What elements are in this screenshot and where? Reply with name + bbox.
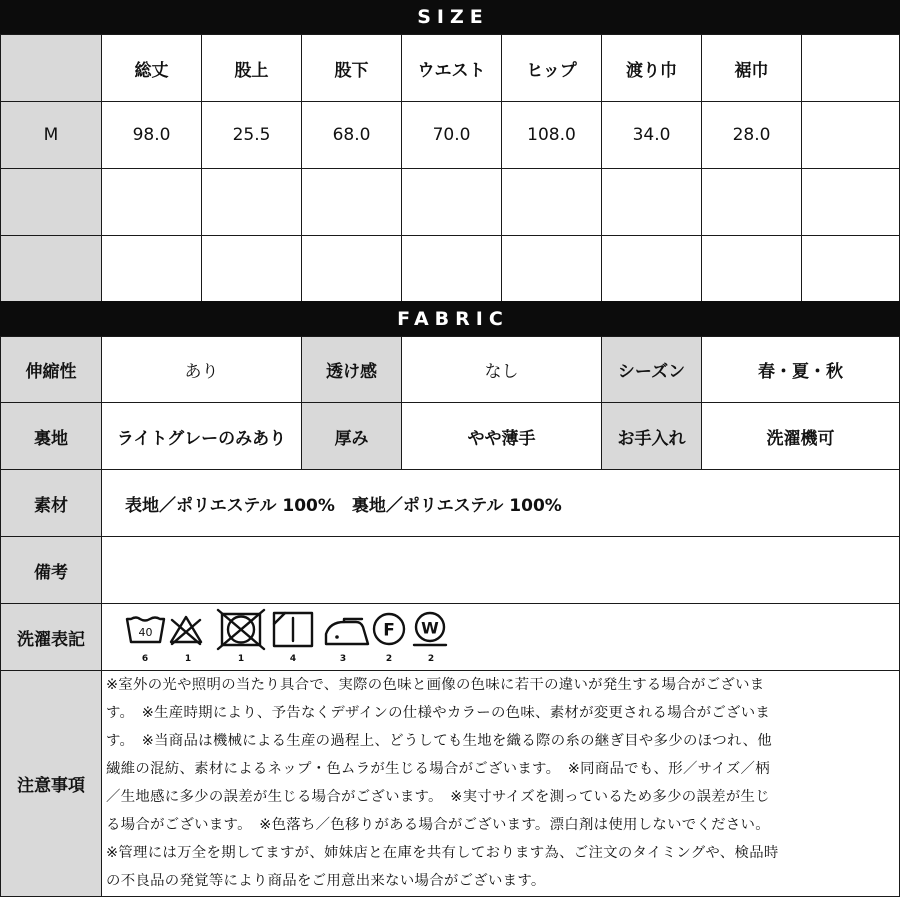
size-header-hem: 裾巾 (701, 34, 802, 102)
size-value-cell (101, 168, 202, 236)
sheer-value: なし (401, 336, 602, 403)
season-value: 春・夏・秋 (701, 336, 900, 403)
notes-line: す。 ※当商品は機械による生産の過程上、どうしても生地を織る際の糸の継ぎ目や多少のほつれ、他 (106, 733, 772, 749)
size-value-cell: 108.0 (501, 101, 602, 169)
size-value-cell (201, 235, 302, 302)
size-header-hip: ヒップ (501, 34, 602, 102)
notes-line: ※管理には万全を期してますが、姉妹店と在庫を共有しております為、ご注文のタイミングや、検品時 (106, 845, 779, 861)
notes-line: ／生地感に多少の誤差が生じる場合がございます。 ※実寸サイズを測っているため多少の誤差が生じ (106, 789, 770, 805)
material-value: 表地／ポリエステル 100% 裏地／ポリエステル 100% (101, 469, 900, 537)
size-header-length: 総丈 (101, 34, 202, 102)
notes-line: ※室外の光や照明の当たり具合で、実際の色味と画像の色味に若干の違いが発生する場合がございま (106, 677, 765, 693)
sheer-label: 透け感 (301, 336, 402, 403)
notes-line: る場合がございます。 ※色落ち／色移りがある場合がございます。漂白剤は使用しないでください。 (106, 817, 770, 833)
size-value-cell: 70.0 (401, 101, 502, 169)
size-value-cell (601, 235, 702, 302)
size-value-cell (701, 235, 802, 302)
wet-clean-letter: W (421, 618, 439, 638)
size-value-cell (801, 168, 900, 236)
care-code: 1 (237, 654, 245, 664)
size-value-cell (301, 235, 402, 302)
care-code: 6 (141, 654, 149, 664)
iron-low-icon (326, 619, 368, 644)
care-code: 2 (427, 654, 435, 664)
size-value-cell (201, 168, 302, 236)
remarks-label: 備考 (0, 536, 102, 604)
no-bleach-icon (171, 617, 201, 644)
size-value-cell (101, 235, 202, 302)
drip-dry-shade-icon (274, 613, 312, 646)
care-code: 4 (289, 654, 297, 664)
size-header-rise: 股上 (201, 34, 302, 102)
lining-label: 裏地 (0, 402, 102, 470)
fabric-section-header: FABRIC (0, 301, 900, 336)
size-header-inseam: 股下 (301, 34, 402, 102)
size-value-cell (501, 168, 602, 236)
size-row-label (0, 235, 102, 302)
laundry-label: 洗濯表記 (0, 603, 102, 671)
lining-value: ライトグレーのみあり (101, 402, 302, 470)
size-header-extra (801, 34, 900, 102)
size-header-waist: ウエスト (401, 34, 502, 102)
size-value-cell: 34.0 (601, 101, 702, 169)
stretch-label: 伸縮性 (0, 336, 102, 403)
care-code: 2 (385, 654, 393, 664)
care-value: 洗濯機可 (701, 402, 900, 470)
size-value-cell (401, 235, 502, 302)
care-code: 1 (184, 654, 192, 664)
size-value-cell: 68.0 (301, 101, 402, 169)
notes-line: の不良品の発覚等により商品をご用意出来ない場合がございます。 (106, 873, 546, 889)
size-value-cell (801, 235, 900, 302)
size-header-thigh: 渡り巾 (601, 34, 702, 102)
notes-line: す。 ※生産時期により、予告なくデザインの仕様やカラーの色味、素材が変更される場合がございま (106, 705, 771, 721)
material-label: 素材 (0, 469, 102, 537)
size-corner-cell (0, 34, 102, 102)
season-label: シーズン (601, 336, 702, 403)
size-value-cell (301, 168, 402, 236)
notes-text (101, 670, 900, 897)
thickness-value: やや薄手 (401, 402, 602, 470)
size-value-cell: 25.5 (201, 101, 302, 169)
size-value-cell (401, 168, 502, 236)
notes-label: 注意事項 (0, 670, 102, 897)
no-tumble-dry-icon (218, 610, 264, 649)
laundry-symbols (124, 607, 454, 665)
dry-clean-letter: F (383, 620, 395, 641)
size-value-cell: 98.0 (101, 101, 202, 169)
size-value-cell: 28.0 (701, 101, 802, 169)
size-value-cell (601, 168, 702, 236)
thickness-label: 厚み (301, 402, 402, 470)
stretch-value: あり (101, 336, 302, 403)
remarks-value (101, 536, 900, 604)
care-label: お手入れ (601, 402, 702, 470)
wash-temp-text: 40 (138, 626, 153, 639)
size-value-cell (501, 235, 602, 302)
size-row-label: M (0, 101, 102, 169)
notes-line: 繊維の混紡、素材によるネップ・色ムラが生じる場合がございます。 ※同商品でも、形／サイズ／柄 (106, 761, 770, 777)
size-value-cell (701, 168, 802, 236)
size-value-cell (801, 101, 900, 169)
size-section-header: SIZE (0, 0, 900, 34)
size-row-label (0, 168, 102, 236)
care-code: 3 (339, 654, 347, 664)
